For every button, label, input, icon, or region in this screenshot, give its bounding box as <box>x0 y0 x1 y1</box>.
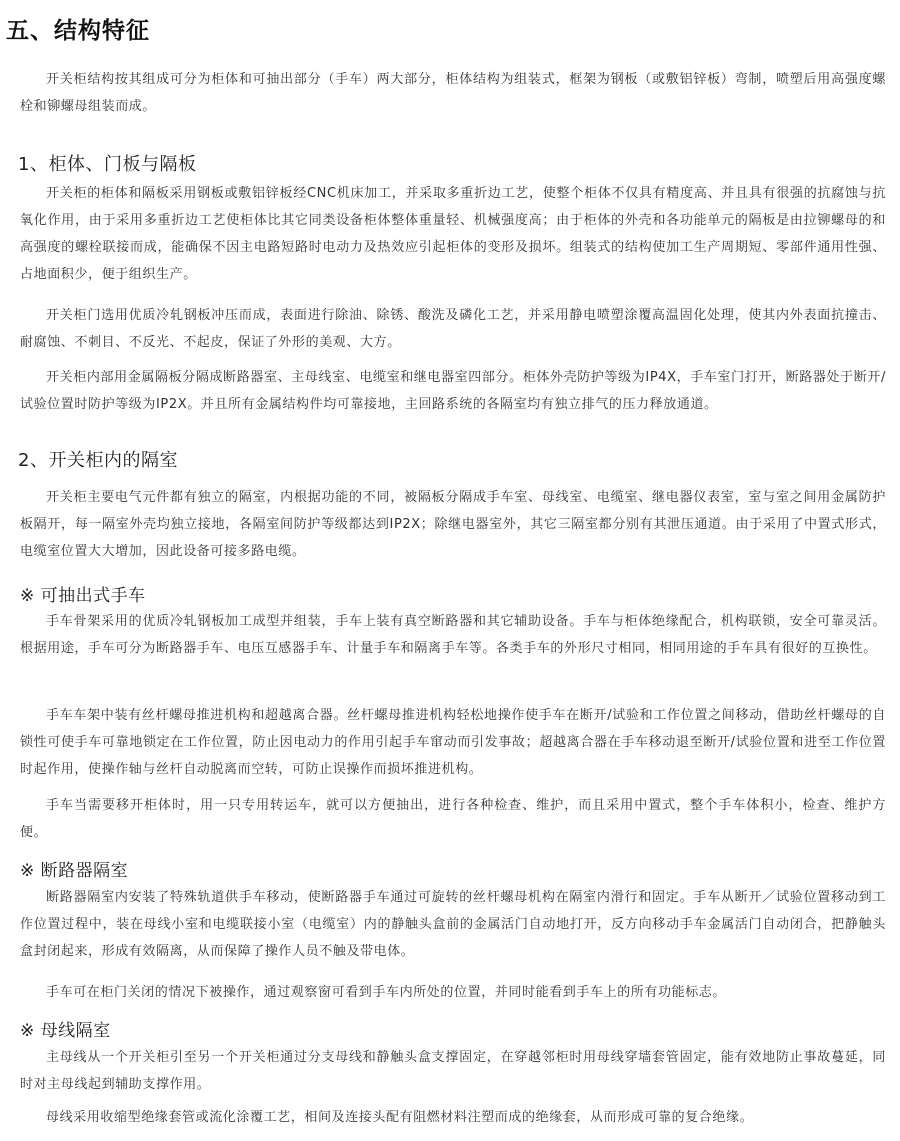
heading-breaker-compartment: ※ 断路器隔室 <box>20 861 129 881</box>
paragraph-handcart-transport: 手车当需要移开柜体时，用一只专用转运车，就可以方便抽出，进行各种检查、维护，而且采用中置式，整个手车体积小，检查、维护方便。 <box>20 798 886 840</box>
intro-paragraph: 开关柜结构按其组成可分为柜体和可抽出部分（手车）两大部分，柜体结构为组装式，框架为钢板（或敷铝锌板）弯制，喷塑后用高强度螺栓和铆螺母组装而成。 <box>20 72 886 114</box>
heading-withdrawable-handcart: ※ 可抽出式手车 <box>20 586 146 606</box>
paragraph-busbar-support: 主母线从一个开关柜引至另一个开关柜通过分支母线和静触头盒支撑固定，在穿越邻柜时用母线穿墙套管固定，能有效地防止事故蔓延，同时对主母线起到辅助支撑作用。 <box>20 1050 886 1092</box>
paragraph-breaker-window: 手车可在柜门关闭的情况下被操作，通过观察窗可看到手车内所处的位置，并同时能看到手车上的所有功能标志。 <box>46 985 727 1000</box>
subsection-heading-cabinet: 1、柜体、门板与隔板 <box>18 154 197 175</box>
paragraph-handcart-mechanism: 手车车架中装有丝杆螺母推进机构和超越离合器。丝杆螺母推进机构轻松地操作使手车在断开/试验和工作位置之间移动，借助丝杆螺母的自锁性可使手车可靠地锁定在工作位置，防止因电动力的作用引起手车窜动而引发事故；超越离合器在手车移动退至断开/试验位置和进至工作位置时起作用，使操作轴与丝杆自动脱离而空转，可防止误操作而损坏推进机构。 <box>20 708 886 777</box>
section-title: 五、结构特征 <box>6 18 150 44</box>
paragraph-cabinet-door: 开关柜门选用优质冷轧钢板冲压而成，表面进行除油、除锈、酸洗及磷化工艺，并采用静电喷塑涂覆高温固化处理，使其内外表面抗撞击、耐腐蚀、不刺目、不反光、不起皮，保证了外形的美观、大方。 <box>20 308 886 350</box>
paragraph-busbar-insulation: 母线采用收缩型绝缘套管或流化涂覆工艺，相间及连接头配有阻燃材料注塑而成的绝缘套，从而形成可靠的复合绝缘。 <box>46 1110 754 1125</box>
paragraph-compartments: 开关柜主要电气元件都有独立的隔室，内根据功能的不同，被隔板分隔成手车室、母线室、电缆室、继电器仪表室，室与室之间用金属防护板隔开，每一隔室外壳均独立接地，各隔室间防护等级都达到IP2X；除继电器室外，其它三隔室都分别有其泄压通道。由于采用了中置式形式，电缆室位置大大增加，因此设备可接多路电缆。 <box>20 490 886 559</box>
paragraph-cabinet-partition: 开关柜内部用金属隔板分隔成断路器室、主母线室、电缆室和继电器室四部分。柜体外壳防护等级为IP4X，手车室门打开，断路器处于断开/试验位置时防护等级为IP2X。并且所有金属结构件均可靠接地，主回路系统的各隔室均有独立排气的压力释放通道。 <box>20 370 886 412</box>
paragraph-handcart-frame: 手车骨架采用的优质冷轧钢板加工成型并组装，手车上装有真空断路器和其它辅助设备。手车与柜体绝缘配合，机构联锁，安全可靠灵活。根据用途，手车可分为断路器手车、电压互感器手车、计量手车和隔离手车等。各类手车的外形尺寸相同，相同用途的手车具有很好的互换性。 <box>20 614 886 656</box>
heading-busbar-compartment: ※ 母线隔室 <box>20 1021 111 1041</box>
paragraph-breaker-rails: 断路器隔室内安装了特殊轨道供手车移动，使断路器手车通过可旋转的丝杆螺母机构在隔室内滑行和固定。手车从断开／试验位置移动到工作位置过程中，装在母线小室和电缆联接小室（电缆室）内的静触头盒前的金属活门自动地打开，反方向移动手车金属活门自动闭合，把静触头盒封闭起来，形成有效隔离，从而保障了操作人员不触及带电体。 <box>20 890 886 959</box>
paragraph-cabinet-body: 开关柜的柜体和隔板采用钢板或敷铝锌板经CNC机床加工，并采取多重折边工艺，使整个柜体不仅具有精度高、并且具有很强的抗腐蚀与抗氧化作用，由于采用多重折边工艺使柜体比其它同类设备柜体整体重量轻、机械强度高；由于柜体的外壳和各功能单元的隔板是由拉铆螺母的和高强度的螺栓联接而成，能确保不因主电路短路时电动力及热效应引起柜体的变形及损坏。组装式的结构使加工生产周期短、零部件通用性强、占地面积少，便于组织生产。 <box>20 186 886 282</box>
subsection-heading-compartments: 2、开关柜内的隔室 <box>18 450 178 471</box>
